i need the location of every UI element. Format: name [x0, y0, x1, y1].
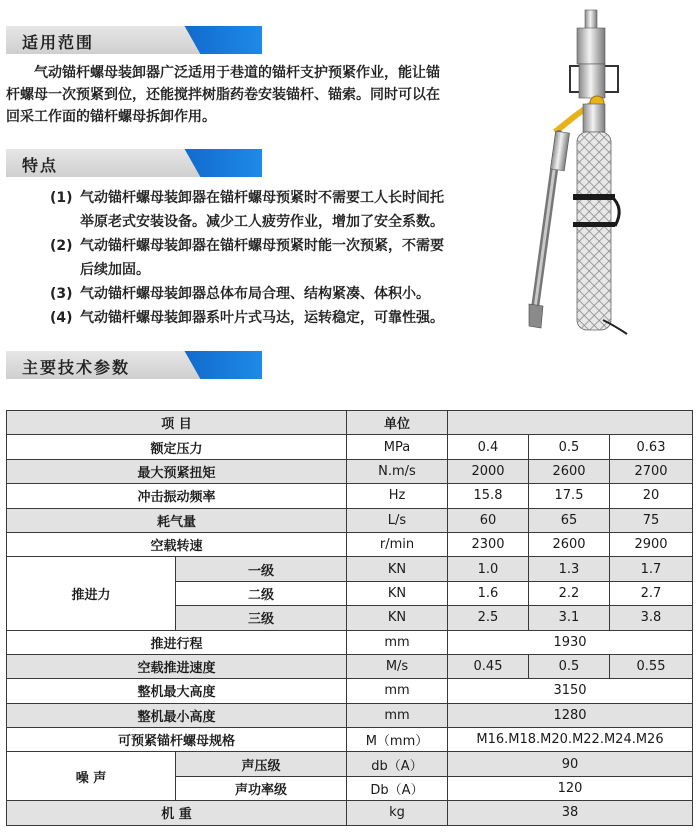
feature-item: [50, 306, 500, 330]
row-unit: N.m/s: [347, 459, 448, 483]
row-unit: KN: [347, 581, 448, 605]
table-row: [7, 654, 693, 678]
row-unit: mm: [347, 630, 448, 654]
table-row: [7, 703, 693, 727]
table-row: [7, 532, 693, 556]
row-label: 推进行程: [7, 630, 347, 654]
table-row: [7, 411, 693, 435]
table-row: [7, 484, 693, 508]
scope-line: 杆螺母一次预紧到位，还能搅拌树脂药卷安装锚杆、锚索。同时可以在: [6, 87, 440, 103]
row-value: 20: [610, 484, 693, 508]
row-value: 2300: [448, 532, 529, 556]
section-header-scope: [6, 26, 262, 54]
table-row: [7, 435, 693, 459]
row-value: 3150: [448, 679, 693, 703]
row-sublabel: 声压级: [176, 752, 347, 776]
section-header-features: [6, 149, 262, 177]
row-value: 90: [448, 752, 693, 776]
feature-line: 气动锚杆螺母装卸器在锚杆螺母预紧时不需要工人长时间托: [80, 190, 444, 206]
feature-line: 气动锚杆螺母装卸器总体布局合理、结构紧凑、体积小。: [80, 286, 430, 302]
table-row: [7, 459, 693, 483]
row-unit: kg: [347, 801, 448, 825]
row-unit: KN: [347, 606, 448, 630]
row-value: 0.5: [529, 654, 610, 678]
row-label: 整机最小高度: [7, 703, 347, 727]
row-value: 17.5: [529, 484, 610, 508]
row-value: 1930: [448, 630, 693, 654]
row-value: 120: [448, 776, 693, 800]
feature-line: 举原老式安装设备。减少工人疲劳作业，增加了安全系数。: [80, 214, 444, 230]
row-value: 3.8: [610, 606, 693, 630]
row-value: 1.3: [529, 557, 610, 581]
feature-text: [80, 282, 500, 306]
row-value: 0.5: [529, 435, 610, 459]
row-value: 3.1: [529, 606, 610, 630]
row-label: 整机最大高度: [7, 679, 347, 703]
header-item: 项 目: [7, 411, 347, 435]
anchor-nut-installer-illustration: [515, 8, 655, 338]
table-row: [7, 728, 693, 752]
row-value: 1.7: [610, 557, 693, 581]
feature-item: [50, 186, 500, 234]
section-title-params: 主要技术参数: [22, 358, 131, 377]
row-label: 最大预紧扭矩: [7, 459, 347, 483]
table-row: [7, 630, 693, 654]
row-sublabel: 声功率级: [176, 776, 347, 800]
row-value: 0.63: [610, 435, 693, 459]
feature-item: [50, 234, 500, 282]
row-value: 75: [610, 508, 693, 532]
feature-text: [80, 234, 500, 282]
row-value: 2900: [610, 532, 693, 556]
row-unit: L/s: [347, 508, 448, 532]
row-label: 机 重: [7, 801, 347, 825]
row-value: 2.5: [448, 606, 529, 630]
row-value: 0.45: [448, 654, 529, 678]
row-label: 空载转速: [7, 532, 347, 556]
row-label: 额定压力: [7, 435, 347, 459]
row-value: 0.55: [610, 654, 693, 678]
table-row: [7, 801, 693, 825]
row-value: 2600: [529, 459, 610, 483]
row-value: 1.6: [448, 581, 529, 605]
header-values: [448, 411, 693, 435]
scope-line: 气动锚杆螺母装卸器广泛适用于巷道的锚杆支护预紧作业，能让锚: [6, 65, 440, 81]
feature-line: 气动锚杆螺母装卸器在锚杆螺母预紧时能一次预紧，不需要: [80, 238, 444, 254]
row-unit: mm: [347, 703, 448, 727]
row-unit: Hz: [347, 484, 448, 508]
row-unit: r/min: [347, 532, 448, 556]
row-value: 0.4: [448, 435, 529, 459]
scope-paragraph: [6, 62, 490, 128]
row-value: 1.0: [448, 557, 529, 581]
table-row: [7, 557, 693, 581]
row-label: 空载推进速度: [7, 654, 347, 678]
header-unit: 单位: [347, 411, 448, 435]
row-value: 2600: [529, 532, 610, 556]
row-value: 38: [448, 801, 693, 825]
row-unit: db（A）: [347, 752, 448, 776]
row-value: 1280: [448, 703, 693, 727]
feature-line: 后续加固。: [80, 262, 150, 278]
features-list: [50, 186, 500, 330]
row-unit: mm: [347, 679, 448, 703]
feature-text: [80, 306, 500, 330]
feature-line: 气动锚杆螺母装卸器系叶片式马达，运转稳定，可靠性强。: [80, 310, 444, 326]
feature-number: (2): [50, 238, 73, 254]
row-value: M16.M18.M20.M22.M24.M26: [448, 728, 693, 752]
row-sublabel: 二级: [176, 581, 347, 605]
row-value: 2.7: [610, 581, 693, 605]
section-title-scope: 适用范围: [22, 33, 95, 52]
table-row: [7, 508, 693, 532]
row-sublabel: 三级: [176, 606, 347, 630]
table-row: [7, 679, 693, 703]
row-value: 15.8: [448, 484, 529, 508]
spec-table: [6, 410, 693, 826]
row-value: 2700: [610, 459, 693, 483]
feature-text: [80, 186, 500, 234]
row-label: 可预紧锚杆螺母规格: [7, 728, 347, 752]
section-header-params: [6, 351, 262, 379]
row-value: 2000: [448, 459, 529, 483]
table-row: [7, 752, 693, 776]
row-value: 60: [448, 508, 529, 532]
row-label: 冲击振动频率: [7, 484, 347, 508]
row-unit: M/s: [347, 654, 448, 678]
row-value: 65: [529, 508, 610, 532]
feature-number: (1): [50, 190, 73, 206]
row-label-noise: 噪 声: [7, 752, 176, 801]
scope-line: 回采工作面的锚杆螺母拆卸作用。: [6, 109, 216, 125]
row-unit: Db（A）: [347, 776, 448, 800]
row-unit: MPa: [347, 435, 448, 459]
row-unit: M（mm）: [347, 728, 448, 752]
row-value: 2.2: [529, 581, 610, 605]
row-unit: KN: [347, 557, 448, 581]
feature-item: [50, 282, 500, 306]
row-label: 耗气量: [7, 508, 347, 532]
feature-number: (4): [50, 310, 73, 326]
row-sublabel: 一级: [176, 557, 347, 581]
section-title-features: 特点: [22, 156, 59, 175]
row-label-thrust: 推进力: [7, 557, 176, 630]
feature-number: (3): [50, 286, 73, 302]
